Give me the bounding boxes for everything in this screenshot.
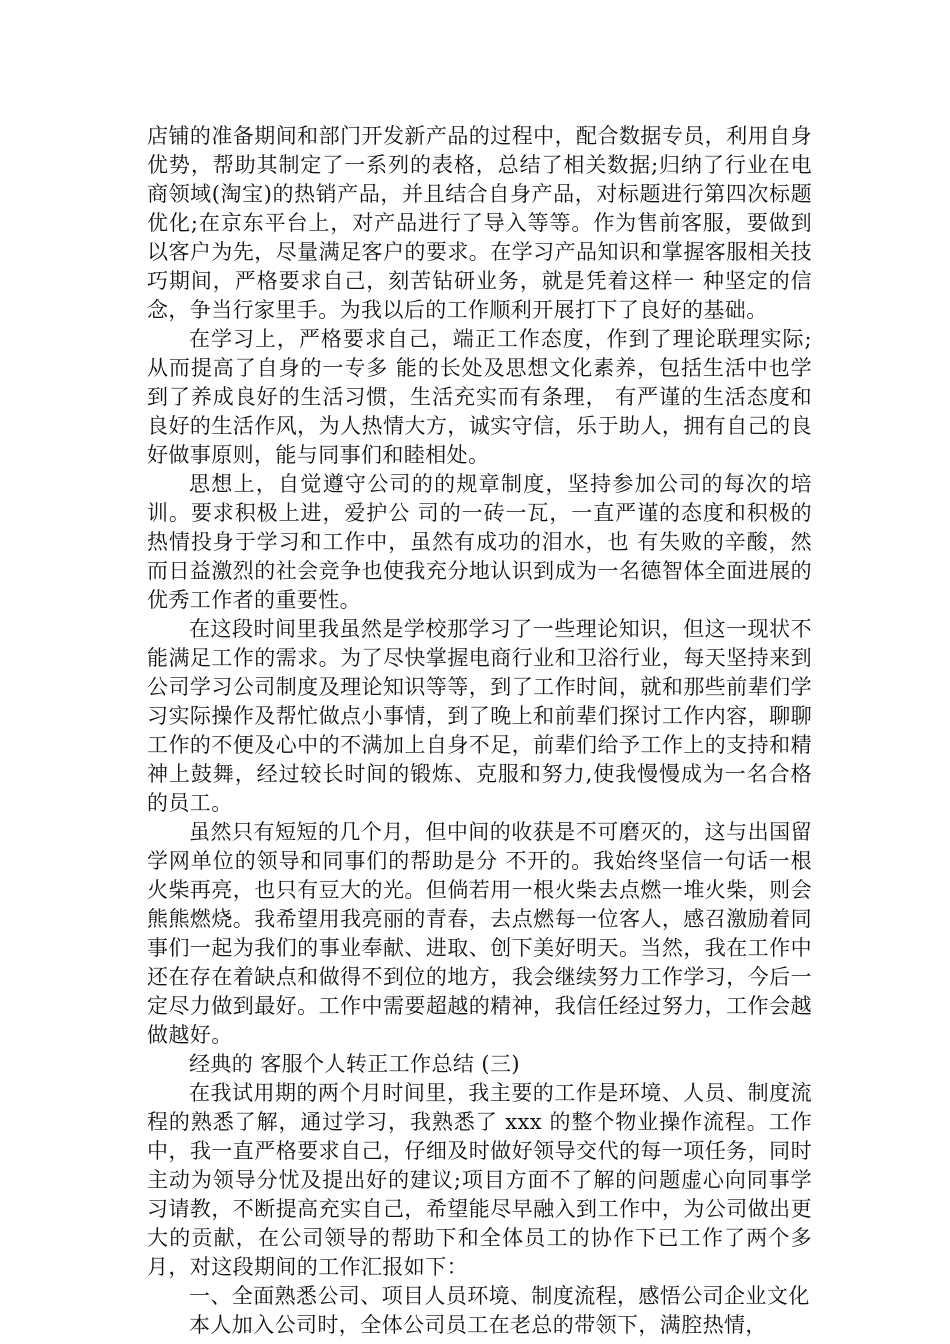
paragraph-5: 虽然只有短短的几个月，但中间的收获是不可磨灭的，这与出国留学网单位的领导和同事们的帮助是分 不开的。我始终坚信一句话一根火柴再亮，也只有豆大的光。但倘若用一根火柴去点燃一堆火柴，则会熊熊燃烧。我希望用我亮丽的青春，去点燃每一位客人，感召激励着同事们一起为我们的事业奉献、进取、创下美好明天。当然，我在工作中还在存在着缺点和做得不到位的地方，我会继续努力工作学习，今后一定尽力做到最好。工作中需要超越的精神，我信任经过努力，工作会越做越好。 (147, 820, 812, 1047)
document-body (147, 122, 812, 1340)
paragraph-2: 在学习上，严格要求自己，端正工作态度，作到了理论联理实际;从而提高了自身的一专多 能的长处及思想文化素养，包括生活中也学到了养成良好的生活习惯，生活充实而有条理， 有严谨的生活态度和良好的生活作风，为人热情大方，诚实守信，乐于助人，拥有自己的良 好做事原则，能与同事们和睦相处。 (147, 327, 812, 467)
paragraph-4: 在这段时间里我虽然是学校那学习了一些理论知识，但这一现状不能满足工作的需求。为了尽快掌握电商行业和卫浴行业，每天坚持来到公司学习公司制度及理论知识等等，到了工作时间，就和那些前辈们学习实际操作及帮忙做点小事情，到了晚上和前辈们探讨工作内容，聊聊工作的不便及心中的不满加上自身不足，前辈们给予工作上的支持和精神上鼓舞，经过较长时间的锻炼、克服和努力,使我慢慢成为一名合格的员工。 (147, 617, 812, 815)
paragraph-3: 思想上，自觉遵守公司的的规章制度，坚持参加公司的每次的培训。要求积极上进，爱护公 司的一砖一瓦，一直严谨的态度和积极的热情投身于学习和工作中，虽然有成功的泪水，也 有失败的辛酸，然而日益激烈的社会竞争也使我充分地认识到成为一名德智体全面进展的优秀工作者的重要性。 (147, 472, 812, 612)
paragraph-7: 本人加入公司时，全体公司员工在老总的带领下，满腔热情， (189, 1313, 767, 1337)
paragraph-1: 店铺的准备期间和部门开发新产品的过程中，配合数据专员，利用自身优势，帮助其制定了一系列的表格，总结了相关数据;归纳了行业在电商领域(淘宝)的热销产品，并且结合自身产品，对标题进行第四次标题优化;在京东平台上，对产品进行了导入等等。作为售前客服，要做到以客户为先，尽量满足客户的要求。在学习产品知识和掌握客服相关技巧期间，严格要求自己，刻苦钻研业务，就是凭着这样一 种坚定的信念，争当行家里手。为我以后的工作顺利开展打下了良好的基础。 (147, 124, 812, 322)
subsection-heading: 一、全面熟悉公司、项目人员环境、制度流程，感悟公司企业文化 (189, 1284, 810, 1308)
section-heading: 经典的 客服个人转正工作总结 (三) (189, 1052, 520, 1076)
paragraph-6: 在我试用期的两个月时间里，我主要的工作是环境、人员、制度流程的熟悉了解，通过学习，我熟悉了 xxx 的整个物业操作流程。工作中，我一直严格要求自己，仔细及时做好领导交代的每一项任务，同时主动为领导分忧及提出好的建议;项目方面不了解的问题虚心向同事学习请教，不断提高充实自己，希望能尽早融入到工作中，为公司做出更大的贡献，在公司领导的帮助下和全体员工的协作下已工作了两个多月，对这段期间的工作汇报如下： (147, 1081, 812, 1279)
